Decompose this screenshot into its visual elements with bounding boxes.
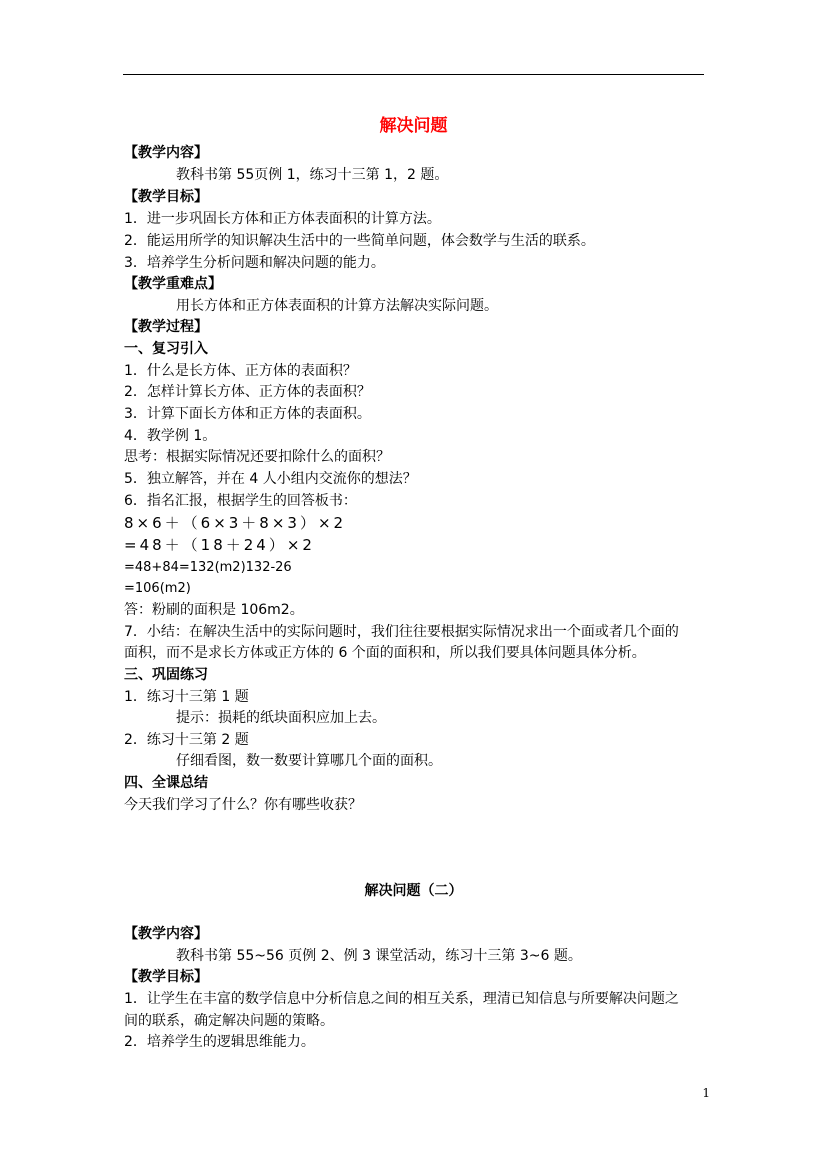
paragraph: 思考：根据实际情况还要扣除什么的面积？	[124, 449, 390, 465]
formula-line: =48+84=132(m2)132-26	[124, 560, 292, 575]
subsection-heading: 三、巩固练习	[124, 667, 208, 683]
page-number: 1	[702, 1086, 710, 1100]
paragraph: 间的联系，确定解决问题的策略。	[124, 1013, 334, 1029]
list-item: 2．培养学生的逻辑思维能力。	[124, 1034, 315, 1050]
section-heading: 【教学内容】	[124, 145, 208, 161]
section-heading: 【教学重难点】	[124, 276, 222, 292]
formula-line: =48＋（18＋24）×2	[124, 536, 315, 554]
section-heading: 【教学过程】	[124, 319, 208, 335]
section-heading: 【教学内容】	[124, 926, 208, 942]
list-item: 3．计算下面长方体和正方体的表面积。	[124, 406, 371, 422]
paragraph: 教科书第 55~56 页例 2、例 3 课堂活动，练习十三第 3~6 题。	[176, 948, 582, 964]
formula-line: =106(m2)	[124, 581, 191, 596]
paragraph: 教科书第 55页例 1，练习十三第 1，2 题。	[176, 167, 449, 183]
section-heading: 【教学目标】	[124, 189, 208, 205]
list-item: 1．练习十三第 1 题	[124, 689, 249, 705]
header-rule	[123, 74, 704, 75]
section-heading: 【教学目标】	[124, 969, 208, 985]
subsection-heading: 四、全课总结	[124, 775, 208, 791]
list-item: 1．让学生在丰富的数学信息中分析信息之间的相互关系，理清已知信息与所要解决问题之	[124, 991, 679, 1007]
list-item: 4．教学例 1。	[124, 428, 217, 444]
paragraph: 仔细看图，数一数要计算哪几个面的面积。	[176, 753, 442, 769]
list-item: 6．指名汇报，根据学生的回答板书：	[124, 493, 357, 509]
list-item: 3．培养学生分析问题和解决问题的能力。	[124, 255, 385, 271]
list-item: 2．能运用所学的知识解决生活中的一些简单问题，体会数学与生活的联系。	[124, 233, 595, 249]
paragraph: 7．小结：在解决生活中的实际问题时，我们往往要根据实际情况求出一个面或者几个面的	[124, 624, 679, 640]
paragraph: 答：粉刷的面积是 106m2。	[124, 602, 304, 618]
list-item: 2．练习十三第 2 题	[124, 732, 249, 748]
paragraph: 面积，而不是求长方体或正方体的 6 个面的面积和，所以我们要具体问题具体分析。	[124, 645, 646, 661]
paragraph: 今天我们学习了什么？你有哪些收获？	[124, 797, 362, 813]
doc-title: 解决问题	[379, 116, 448, 136]
list-item: 1．进一步巩固长方体和正方体表面积的计算方法。	[124, 211, 441, 227]
subsection-heading: 一、复习引入	[124, 341, 208, 357]
doc-title-2: 解决问题（二）	[364, 883, 463, 899]
list-item: 2．怎样计算长方体、正方体的表面积？	[124, 384, 371, 400]
list-item: 5．独立解答，并在 4 人小组内交流你的想法？	[124, 471, 417, 487]
formula-line: 8×6＋（6×3＋8×3）×2	[124, 514, 347, 532]
paragraph: 提示：损耗的纸块面积应加上去。	[176, 710, 386, 726]
list-item: 1．什么是长方体、正方体的表面积？	[124, 363, 357, 379]
paragraph: 用长方体和正方体表面积的计算方法解决实际问题。	[176, 298, 498, 314]
